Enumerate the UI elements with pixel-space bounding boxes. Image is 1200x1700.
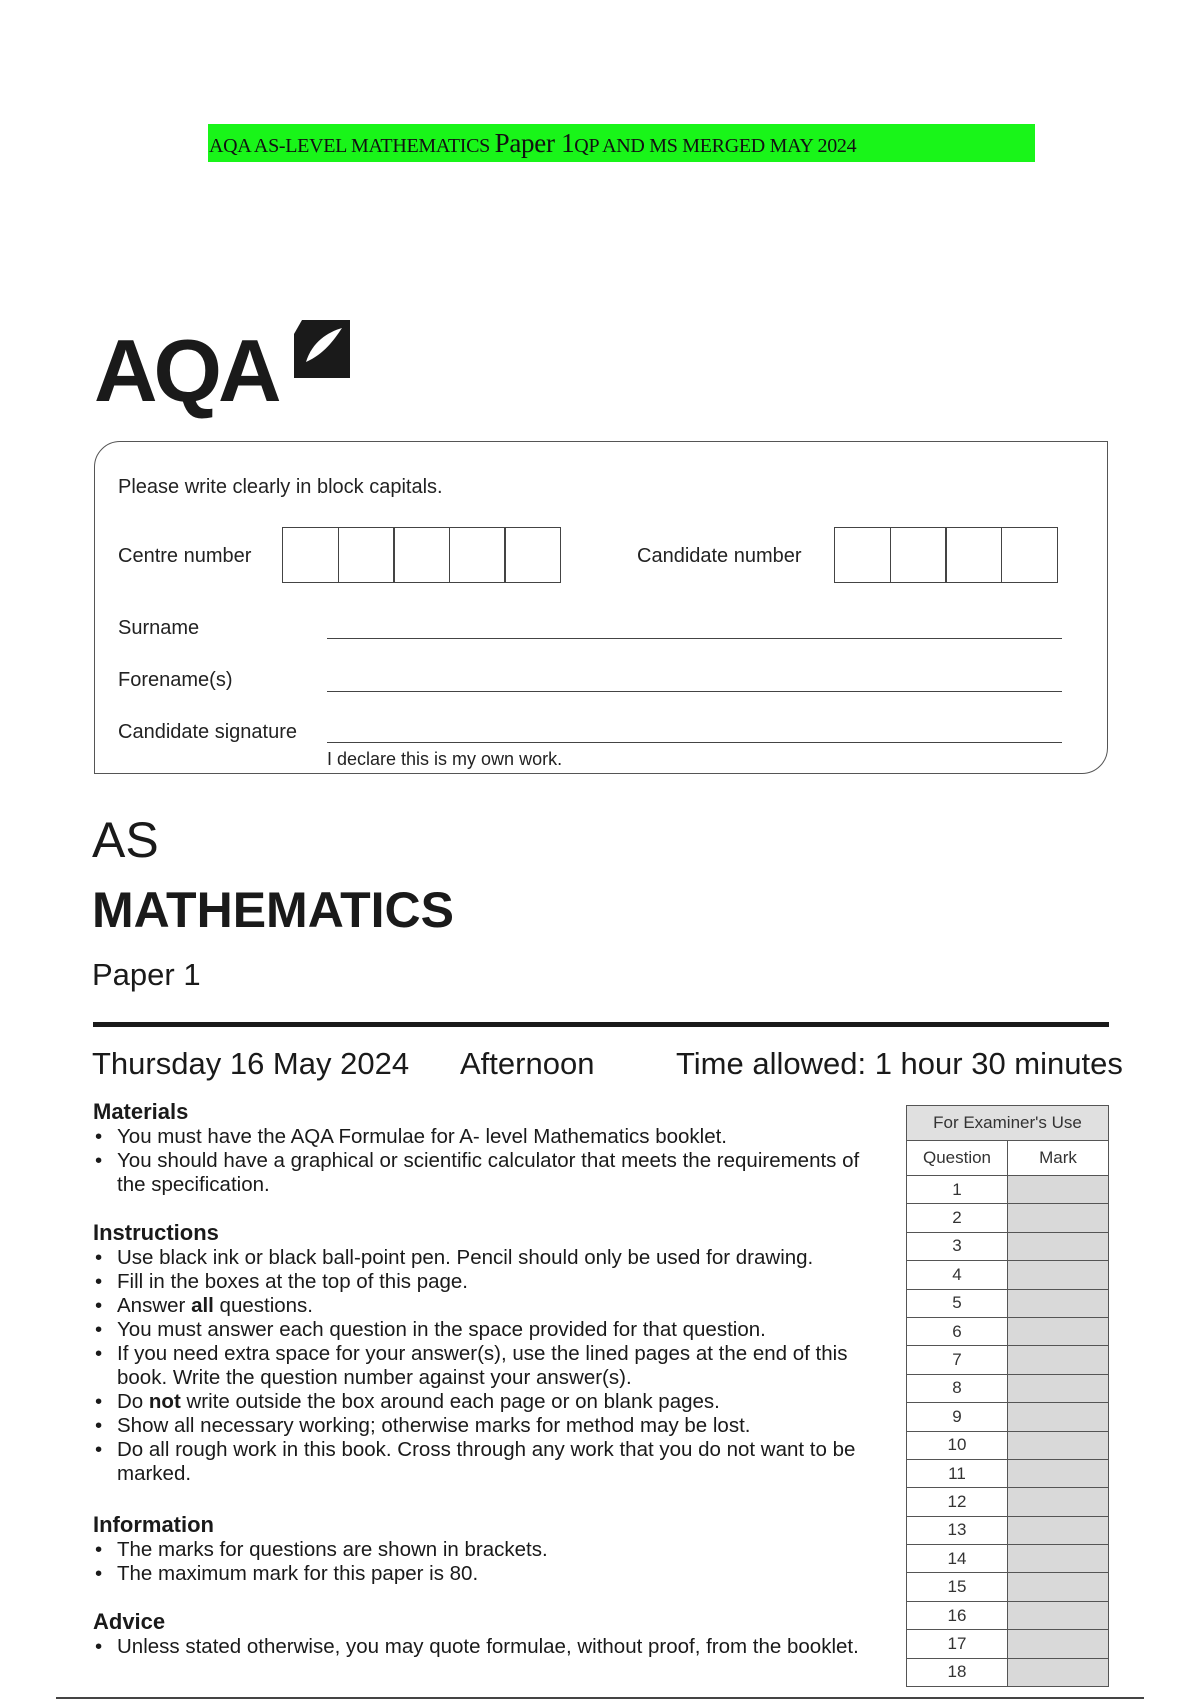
question-number-cell: 9 bbox=[907, 1403, 1008, 1431]
mark-cell[interactable] bbox=[1008, 1431, 1109, 1459]
logo-text: AQA bbox=[94, 321, 278, 420]
surname-label: Surname bbox=[118, 617, 200, 639]
mark-column-header: Mark bbox=[1008, 1141, 1109, 1176]
question-number-cell: 13 bbox=[907, 1516, 1008, 1544]
mark-cell[interactable] bbox=[1008, 1630, 1109, 1658]
candidate-details-box bbox=[94, 441, 1108, 774]
surname-field[interactable] bbox=[327, 638, 1062, 639]
table-row bbox=[907, 1545, 1109, 1573]
table-row bbox=[907, 1317, 1109, 1345]
mark-cell[interactable] bbox=[1008, 1516, 1109, 1544]
question-number-cell: 16 bbox=[907, 1601, 1008, 1629]
advice-heading: Advice bbox=[93, 1609, 166, 1634]
instructions-heading: Instructions bbox=[93, 1220, 219, 1245]
header-banner bbox=[208, 124, 1035, 162]
mark-cell[interactable] bbox=[1008, 1403, 1109, 1431]
qualification-level: AS bbox=[92, 812, 159, 868]
mark-cell[interactable] bbox=[1008, 1261, 1109, 1289]
question-number-cell: 14 bbox=[907, 1545, 1008, 1573]
advice-section bbox=[93, 1609, 893, 1659]
centre-digit-box[interactable] bbox=[449, 527, 506, 583]
candidate-digit-box[interactable] bbox=[834, 527, 891, 583]
materials-section bbox=[93, 1099, 893, 1197]
table-row bbox=[907, 1261, 1109, 1289]
exam-date: Thursday 16 May 2024 bbox=[92, 1046, 410, 1081]
table-row bbox=[907, 1232, 1109, 1260]
list-item: • Show all necessary working; otherwise marks for method may be lost. bbox=[117, 1414, 893, 1438]
mark-cell[interactable] bbox=[1008, 1601, 1109, 1629]
list-item: • Unless stated otherwise, you may quote formulae, without proof, from the booklet. bbox=[117, 1635, 893, 1659]
block-capitals-instruction: Please write clearly in block capitals. bbox=[118, 476, 443, 498]
banner-part-2: Paper 1 bbox=[494, 128, 575, 158]
question-number-cell: 4 bbox=[907, 1261, 1008, 1289]
mark-cell[interactable] bbox=[1008, 1459, 1109, 1487]
centre-number-boxes bbox=[282, 527, 560, 583]
mark-cell[interactable] bbox=[1008, 1374, 1109, 1402]
list-item: • Answer all questions. bbox=[117, 1294, 893, 1318]
signature-label: Candidate signature bbox=[118, 721, 298, 743]
candidate-digit-box[interactable] bbox=[1001, 527, 1058, 583]
table-row bbox=[907, 1601, 1109, 1629]
question-number-cell: 6 bbox=[907, 1317, 1008, 1345]
centre-digit-box[interactable] bbox=[504, 527, 561, 583]
candidate-number-boxes bbox=[834, 527, 1056, 583]
table-row bbox=[907, 1204, 1109, 1232]
mark-cell[interactable] bbox=[1008, 1573, 1109, 1601]
list-item: • You must have the AQA Formulae for A- level Mathematics booklet. bbox=[117, 1125, 893, 1149]
question-number-cell: 2 bbox=[907, 1204, 1008, 1232]
subject-title: MATHEMATICS bbox=[92, 882, 454, 938]
list-item: • Do all rough work in this book. Cross through any work that you do not want to be marked. bbox=[117, 1438, 893, 1486]
question-number-cell: 15 bbox=[907, 1573, 1008, 1601]
table-row bbox=[907, 1176, 1109, 1204]
paper-title: Paper 1 bbox=[92, 957, 201, 992]
table-row bbox=[907, 1346, 1109, 1374]
mark-cell[interactable] bbox=[1008, 1346, 1109, 1374]
question-number-cell: 7 bbox=[907, 1346, 1008, 1374]
candidate-digit-box[interactable] bbox=[890, 527, 947, 583]
table-row bbox=[907, 1431, 1109, 1459]
information-section bbox=[93, 1512, 893, 1586]
table-row bbox=[907, 1488, 1109, 1516]
question-number-cell: 5 bbox=[907, 1289, 1008, 1317]
question-number-cell: 17 bbox=[907, 1630, 1008, 1658]
table-row bbox=[907, 1658, 1109, 1686]
list-item: • Do not write outside the box around each page or on blank pages. bbox=[117, 1390, 893, 1414]
question-number-cell: 3 bbox=[907, 1232, 1008, 1260]
table-row bbox=[907, 1516, 1109, 1544]
question-number-cell: 18 bbox=[907, 1658, 1008, 1686]
mark-cell[interactable] bbox=[1008, 1658, 1109, 1686]
centre-number-label: Centre number bbox=[118, 545, 252, 567]
list-item: • The maximum mark for this paper is 80. bbox=[117, 1562, 893, 1586]
mark-cell[interactable] bbox=[1008, 1488, 1109, 1516]
mark-cell[interactable] bbox=[1008, 1176, 1109, 1204]
title-divider bbox=[93, 1022, 1109, 1027]
table-row bbox=[907, 1630, 1109, 1658]
banner-part-1: AQA AS-LEVEL MATHEMATICS bbox=[209, 135, 495, 157]
list-item: • Fill in the boxes at the top of this page. bbox=[117, 1270, 893, 1294]
leaf-icon bbox=[294, 320, 350, 378]
question-number-cell: 1 bbox=[907, 1176, 1008, 1204]
centre-digit-box[interactable] bbox=[338, 527, 395, 583]
forename-field[interactable] bbox=[327, 691, 1062, 692]
centre-digit-box[interactable] bbox=[393, 527, 450, 583]
examiner-table-body bbox=[907, 1176, 1109, 1687]
candidate-number-label: Candidate number bbox=[637, 545, 802, 567]
question-number-cell: 12 bbox=[907, 1488, 1008, 1516]
emphasis-text: not bbox=[148, 1390, 181, 1413]
question-column-header: Question bbox=[907, 1141, 1008, 1176]
declaration-text: I declare this is my own work. bbox=[327, 749, 563, 769]
question-number-cell: 10 bbox=[907, 1431, 1008, 1459]
page-bottom-border bbox=[56, 1697, 1144, 1699]
mark-cell[interactable] bbox=[1008, 1289, 1109, 1317]
banner-part-3: QP AND MS MERGED MAY 2024 bbox=[574, 135, 857, 157]
candidate-digit-box[interactable] bbox=[945, 527, 1002, 583]
table-row bbox=[907, 1374, 1109, 1402]
time-allowed: Time allowed: 1 hour 30 minutes bbox=[676, 1046, 1123, 1081]
exam-session: Afternoon bbox=[460, 1046, 595, 1081]
mark-cell[interactable] bbox=[1008, 1545, 1109, 1573]
list-item: • The marks for questions are shown in brackets. bbox=[117, 1538, 893, 1562]
instructions-section bbox=[93, 1220, 893, 1486]
table-row bbox=[907, 1459, 1109, 1487]
mark-cell[interactable] bbox=[1008, 1204, 1109, 1232]
emphasis-text: all bbox=[191, 1294, 214, 1317]
information-heading: Information bbox=[93, 1512, 214, 1537]
list-item: • If you need extra space for your answer(s), use the lined pages at the end of this book. Write the question number against your answer(s). bbox=[117, 1342, 893, 1390]
mark-cell[interactable] bbox=[1008, 1232, 1109, 1260]
table-row bbox=[907, 1403, 1109, 1431]
mark-cell[interactable] bbox=[1008, 1317, 1109, 1345]
signature-field[interactable] bbox=[327, 742, 1062, 743]
examiner-use-table bbox=[906, 1105, 1109, 1687]
question-number-cell: 11 bbox=[907, 1459, 1008, 1487]
materials-heading: Materials bbox=[93, 1099, 189, 1124]
forename-label: Forename(s) bbox=[118, 669, 233, 691]
table-row bbox=[907, 1289, 1109, 1317]
centre-digit-box[interactable] bbox=[282, 527, 339, 583]
list-item: • You should have a graphical or scientific calculator that meets the requirements of the specification. bbox=[117, 1149, 893, 1197]
examiner-table-heading: For Examiner's Use bbox=[907, 1106, 1109, 1141]
list-item: • Use black ink or black ball-point pen. Pencil should only be used for drawing. bbox=[117, 1246, 893, 1270]
list-item: • You must answer each question in the space provided for that question. bbox=[117, 1318, 893, 1342]
aqa-logo bbox=[94, 316, 366, 420]
question-number-cell: 8 bbox=[907, 1374, 1008, 1402]
table-row bbox=[907, 1573, 1109, 1601]
